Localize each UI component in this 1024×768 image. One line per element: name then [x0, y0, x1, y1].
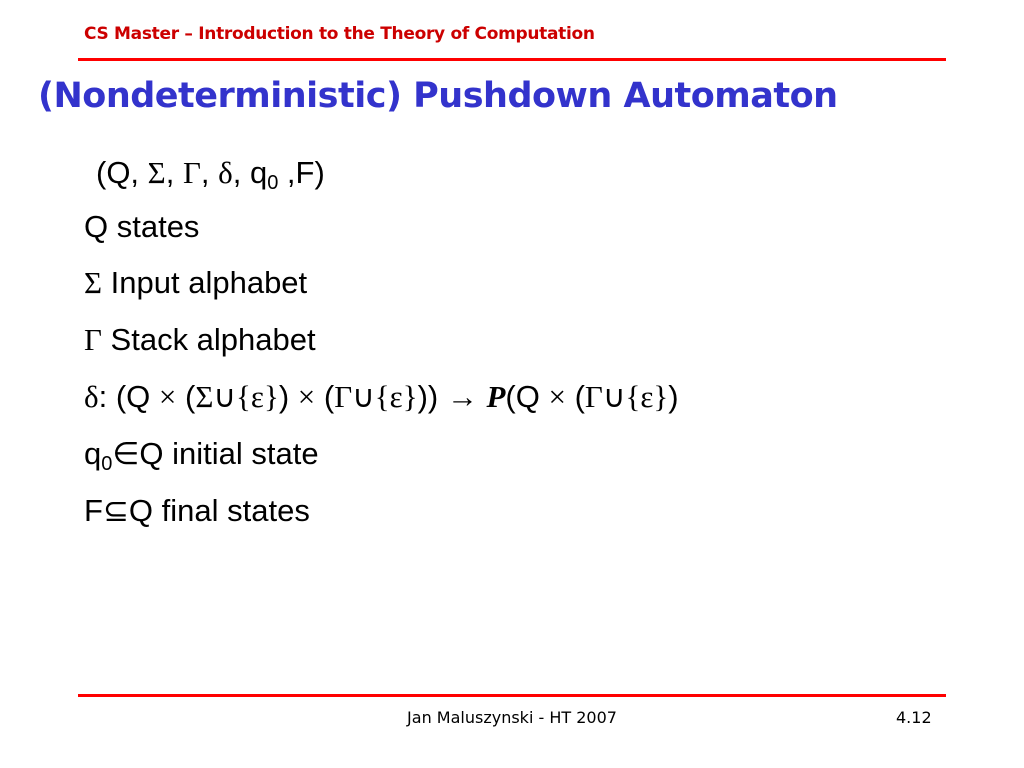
q-states-line: Q states	[84, 209, 200, 244]
tuple-open: (Q,	[96, 155, 148, 190]
final-states-text: Q final states	[128, 493, 310, 528]
initial-state-q: q	[84, 436, 102, 471]
powerset-symbol: P	[486, 379, 506, 414]
input-alphabet-text: Input alphabet	[102, 265, 308, 300]
arrow-symbol: →	[446, 379, 478, 414]
tuple-subscript: 0	[267, 172, 279, 194]
transition-part-1: : (Q	[98, 379, 159, 414]
footer-author: Jan Maluszynski - HT 2007	[407, 708, 617, 727]
tuple-line	[96, 155, 325, 194]
gamma-union-epsilon: Γ∪{ε}	[334, 379, 418, 414]
times-symbol: ×	[158, 379, 177, 414]
transition-part-2: (	[176, 379, 196, 414]
initial-state-subscript: 0	[101, 453, 113, 475]
gamma-union-epsilon: Γ∪{ε}	[584, 379, 669, 414]
transition-part-6: (Q	[505, 379, 549, 414]
delta-symbol: δ	[84, 379, 99, 414]
gamma-symbol: Γ	[182, 155, 201, 190]
tuple-close: ,F)	[278, 155, 325, 190]
transition-function-line	[84, 381, 679, 412]
sigma-symbol: Σ	[147, 155, 166, 190]
stack-alphabet-text: Stack alphabet	[101, 322, 316, 357]
transition-part-3: )	[278, 379, 298, 414]
sigma-symbol: Σ	[84, 265, 103, 300]
footer-divider	[78, 694, 946, 697]
tuple-sep-1: ,	[165, 155, 183, 190]
tuple-sep-3: , q	[232, 155, 268, 190]
transition-part-8: )	[668, 379, 679, 414]
transition-part-7: (	[565, 379, 585, 414]
page-number: 4.12	[896, 708, 932, 727]
slide-title: (Nondeterministic) Pushdown Automaton	[38, 76, 838, 116]
delta-symbol: δ	[218, 155, 233, 190]
input-alphabet-line	[84, 267, 307, 298]
initial-state-text: Q initial state	[139, 436, 319, 471]
header-divider	[78, 58, 946, 61]
tuple-sep-2: ,	[200, 155, 219, 190]
final-states-f: F	[84, 493, 103, 528]
transition-part-4: (	[315, 379, 335, 414]
element-of-symbol: ∈	[112, 436, 140, 471]
times-symbol: ×	[548, 379, 566, 414]
transition-part-5: ))	[417, 379, 447, 414]
initial-state-line	[84, 436, 319, 475]
final-states-line	[84, 495, 310, 526]
course-header: CS Master – Introduction to the Theory of Computation	[84, 24, 595, 44]
sigma-union-epsilon: Σ∪{ε}	[195, 379, 279, 414]
stack-alphabet-line	[84, 324, 316, 355]
times-symbol: ×	[297, 379, 316, 414]
gamma-symbol: Γ	[84, 322, 102, 357]
subset-symbol: ⊆	[102, 493, 129, 528]
